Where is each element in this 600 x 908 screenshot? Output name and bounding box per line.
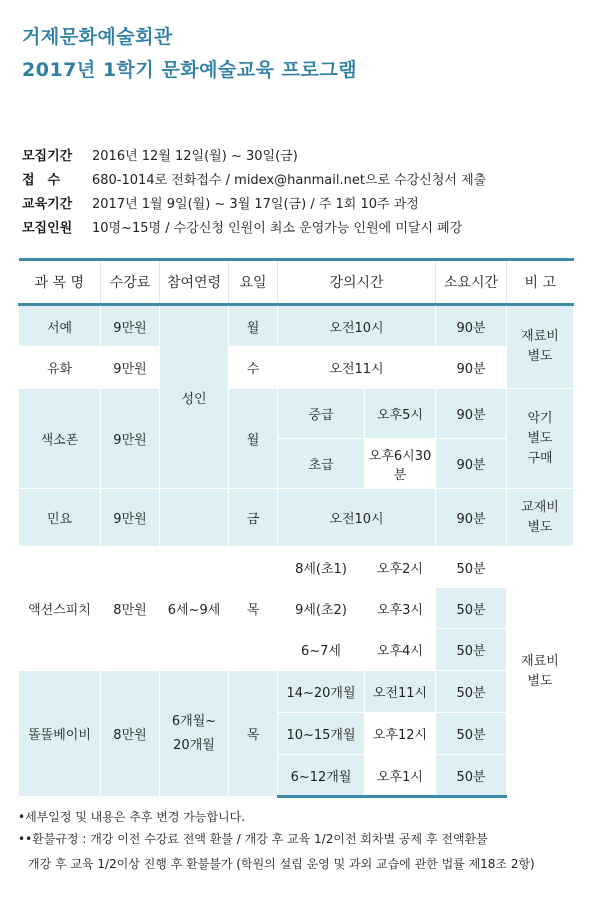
cell-time: 오전11시 bbox=[365, 671, 436, 713]
cell-fee: 8만원 bbox=[101, 671, 160, 797]
cell-day: 목 bbox=[229, 547, 278, 671]
cell-subject: 서예 bbox=[19, 305, 101, 347]
cell-group: 8세(초1) bbox=[278, 547, 365, 588]
info-value: 2016년 12월 12일(월) ~ 30일(금) bbox=[92, 149, 298, 164]
info-value: 2017년 1월 9일(월) ~ 3월 17일(금) / 주 1회 10주 과정 bbox=[92, 197, 419, 212]
cell-age: 6개월~ 20개월 bbox=[160, 671, 229, 797]
cell-duration: 50분 bbox=[436, 755, 507, 797]
page-title: 거제문화예술회관 bbox=[22, 26, 173, 48]
info-row-capacity bbox=[22, 217, 486, 241]
cell-age: 6세~9세 bbox=[160, 547, 229, 671]
cell-subject: 유화 bbox=[19, 347, 101, 389]
cell-time: 오후4시 bbox=[365, 629, 436, 671]
cell-subject: 색소폰 bbox=[19, 389, 101, 489]
cell-time: 오후1시 bbox=[365, 755, 436, 797]
cell-time: 오후2시 bbox=[365, 547, 436, 588]
cell-duration: 50분 bbox=[436, 713, 507, 755]
table-header-row bbox=[19, 260, 574, 305]
cell-remarks: 교재비 별도 bbox=[507, 489, 574, 547]
cell-duration: 50분 bbox=[436, 547, 507, 588]
cell-time: 오후5시 bbox=[365, 389, 436, 439]
cell-group: 6~12개월 bbox=[278, 755, 365, 797]
info-label: 교육기간 bbox=[22, 197, 73, 212]
cell-day: 월 bbox=[229, 305, 278, 347]
cell-fee: 9만원 bbox=[101, 305, 160, 347]
cell-time: 오전10시 bbox=[278, 489, 436, 547]
cell-subject: 똘똘베이비 bbox=[19, 671, 101, 797]
header-fee: 수강료 bbox=[101, 260, 160, 305]
cell-subject: 민요 bbox=[19, 489, 101, 547]
cell-remarks: 재료비 별도 bbox=[507, 305, 574, 389]
info-block bbox=[22, 145, 486, 241]
cell-time: 오후6시30분 bbox=[365, 439, 436, 489]
table-row bbox=[19, 547, 574, 588]
table-row bbox=[19, 671, 574, 713]
cell-duration: 50분 bbox=[436, 629, 507, 671]
header-remarks: 비 고 bbox=[507, 260, 574, 305]
info-label: 모집인원 bbox=[22, 221, 73, 236]
cell-duration: 50분 bbox=[436, 671, 507, 713]
cell-day: 금 bbox=[229, 489, 278, 547]
table-row bbox=[19, 347, 574, 389]
cell-time: 오전11시 bbox=[278, 347, 436, 389]
cell-group: 10~15개월 bbox=[278, 713, 365, 755]
cell-fee: 9만원 bbox=[101, 489, 160, 547]
cell-duration: 90분 bbox=[436, 389, 507, 439]
cell-group: 14~20개월 bbox=[278, 671, 365, 713]
note-schedule-change: •세부일정 및 내용은 추후 변경 가능합니다. bbox=[18, 810, 246, 824]
schedule-table bbox=[18, 258, 574, 798]
cell-fee: 8만원 bbox=[101, 547, 160, 671]
cell-time: 오후3시 bbox=[365, 588, 436, 629]
note-refund-policy: ••환불규정 : 개강 이전 수강료 전액 환불 / 개강 후 교육 1/2이전 회차별 공제 후 전액환불 bbox=[18, 832, 488, 846]
cell-group: 6~7세 bbox=[278, 629, 365, 671]
cell-subject: 액션스피치 bbox=[19, 547, 101, 671]
info-label: 접 수 bbox=[22, 173, 61, 188]
cell-day: 월 bbox=[229, 389, 278, 489]
table-row bbox=[19, 305, 574, 347]
cell-time: 오후12시 bbox=[365, 713, 436, 755]
cell-duration: 90분 bbox=[436, 347, 507, 389]
header-lecture-time: 강의시간 bbox=[278, 260, 436, 305]
table-row bbox=[19, 489, 574, 547]
cell-level: 중급 bbox=[278, 389, 365, 439]
page-subtitle: 2017년 1학기 문화예술교육 프로그램 bbox=[22, 59, 358, 81]
header-subject: 과 목 명 bbox=[19, 260, 101, 305]
cell-duration: 50분 bbox=[436, 588, 507, 629]
cell-duration: 90분 bbox=[436, 489, 507, 547]
info-value: 680-1014로 전화접수 / midex@hanmail.net으로 수강신청서 제출 bbox=[92, 173, 487, 188]
info-row-edu-period bbox=[22, 193, 486, 217]
table-row bbox=[19, 389, 574, 439]
cell-remarks: 악기 별도 구매 bbox=[507, 389, 574, 489]
cell-day: 목 bbox=[229, 671, 278, 797]
cell-level: 초급 bbox=[278, 439, 365, 489]
cell-day: 수 bbox=[229, 347, 278, 389]
header-day: 요일 bbox=[229, 260, 278, 305]
cell-age bbox=[160, 489, 229, 547]
cell-fee: 9만원 bbox=[101, 389, 160, 489]
info-value: 10명~15명 / 수강신청 인원이 최소 운영가능 인원에 미달시 폐강 bbox=[92, 221, 463, 236]
note-refund-policy-cont: 개강 후 교육 1/2이상 진행 후 환불불가 (학원의 설립 운영 및 과외 교습에 관한 법률 제18조 2항) bbox=[28, 857, 535, 871]
cell-remarks: 재료비 별도 bbox=[507, 547, 574, 797]
cell-duration: 90분 bbox=[436, 305, 507, 347]
info-row-period bbox=[22, 145, 486, 169]
info-row-apply bbox=[22, 169, 486, 193]
header-age: 참여연령 bbox=[160, 260, 229, 305]
cell-fee: 9만원 bbox=[101, 347, 160, 389]
header-duration: 소요시간 bbox=[436, 260, 507, 305]
cell-group: 9세(초2) bbox=[278, 588, 365, 629]
cell-age: 성인 bbox=[160, 305, 229, 489]
cell-time: 오전10시 bbox=[278, 305, 436, 347]
info-label: 모집기간 bbox=[22, 149, 73, 164]
cell-duration: 90분 bbox=[436, 439, 507, 489]
